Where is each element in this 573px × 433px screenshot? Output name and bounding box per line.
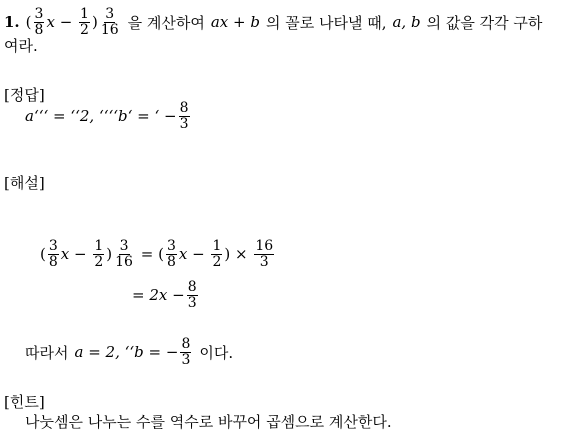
expr-form: ax + b <box>210 13 260 31</box>
fraction-3-8: $\frac{3}{8}$ <box>34 5 44 38</box>
answer-label: [정답] <box>4 86 45 104</box>
problem-number: 1. <box>4 13 20 31</box>
conclusion-prefix: 따라서 <box>25 343 69 362</box>
paren-close: ) <box>91 13 98 31</box>
conclusion-suffix: 이다. <box>199 343 234 362</box>
equation-line-2 <box>132 277 200 313</box>
paren-open: ( <box>25 13 32 31</box>
fraction-1-2: $\frac{1}{2}$ <box>80 5 89 38</box>
hint-text: 나눗셈은 나누는 수를 역수로 바꾸어 곱셈으로 계산한다. <box>25 413 392 431</box>
minus-sign: − <box>54 13 78 31</box>
fraction-3-8: $\frac{3}{8}$ <box>48 237 58 270</box>
fraction-3-16: $\frac{3}{16}$ <box>115 237 133 270</box>
fraction-3-16: $\frac{3}{16}$ <box>100 5 119 38</box>
answer-fraction: $\frac{8}{3}$ <box>179 99 189 132</box>
instruction-text-2: 의 꼴로 나타낼 때, <box>265 13 387 32</box>
equation-line-1: ( $\frac{3}{8}$ x − $\frac{1}{2}$ ) $\frac{3}{16}$ = ( $\frac{3}{8}$ x − $\frac{1}{2}$ ) × $\frac{16}{3}$ <box>40 237 274 270</box>
hint-label: [힌트] <box>4 393 45 411</box>
fraction-8-3: $\frac{8}{3}$ <box>187 278 197 311</box>
conclusion-math: a = 2, ‘‘b = − <box>74 343 179 361</box>
conclusion-line <box>25 334 233 370</box>
fraction-1-2: $\frac{1}{2}$ <box>212 237 222 270</box>
var-x: x <box>46 13 55 31</box>
vars-text: a, b <box>392 13 421 31</box>
fraction-1-2: $\frac{1}{2}$ <box>94 237 104 270</box>
answer-math: a‘‘‘ = ‘‘2, ‘‘‘‘b‘ = ‘ − <box>25 107 177 125</box>
instruction-text-3: 의 값을 각각 구하 <box>426 13 543 32</box>
conclusion-fraction: $\frac{8}{3}$ <box>181 335 191 368</box>
answer-line <box>25 98 192 134</box>
problem-line <box>4 4 542 40</box>
instruction-text: 을 계산하여 <box>127 13 205 32</box>
fraction-16-3: $\frac{16}{3}$ <box>255 237 274 270</box>
fraction-3-8: $\frac{3}{8}$ <box>166 237 176 270</box>
problem-line-2: 여라. <box>4 37 38 55</box>
eq2-text: = 2x − <box>132 286 185 304</box>
solution-label: [해설] <box>4 174 45 192</box>
